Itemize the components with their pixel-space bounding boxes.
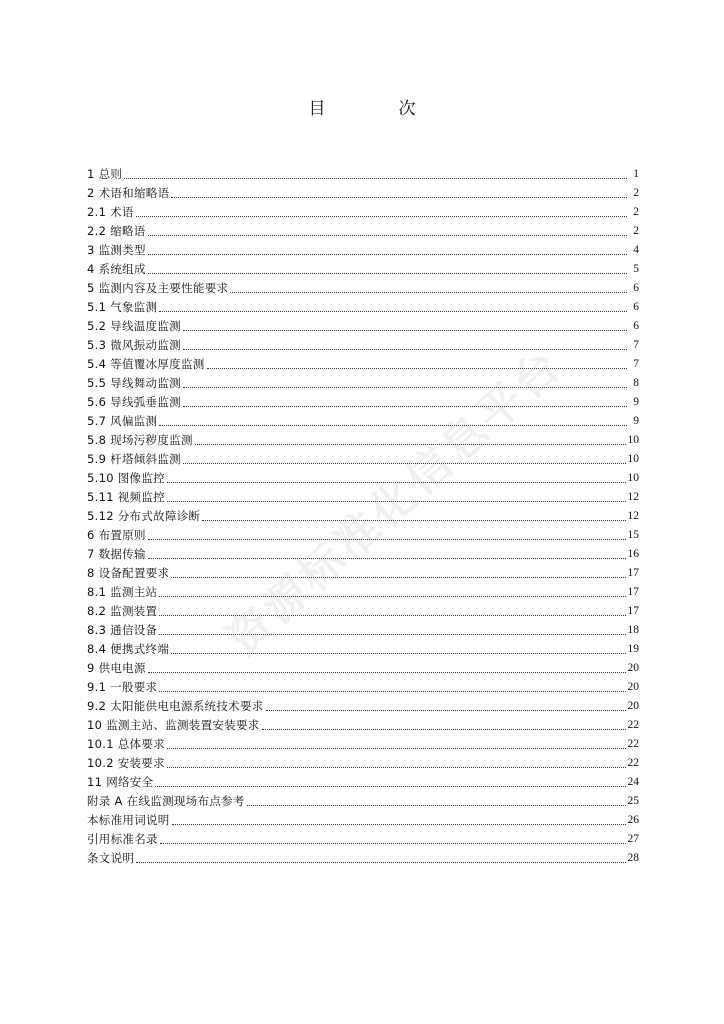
toc-entry[interactable] <box>87 735 639 754</box>
toc-entry-label: 3 监测类型 <box>87 243 146 257</box>
toc-entry[interactable] <box>87 697 639 716</box>
toc-entry-page-number: 17 <box>627 567 639 579</box>
toc-dot-leader <box>262 728 626 730</box>
toc-entry-page-number: 22 <box>627 738 639 750</box>
toc-entry-label: 5.6 导线弧垂监测 <box>87 395 181 409</box>
toc-dot-leader <box>148 671 626 673</box>
toc-entry-page-number: 10 <box>627 453 639 465</box>
toc-entry-page-number: 18 <box>627 624 639 636</box>
toc-entry[interactable] <box>87 260 639 279</box>
toc-entry-page-number: 20 <box>627 681 639 693</box>
toc-entry-page-number: 7 <box>633 339 639 351</box>
toc-entry-page-number: 26 <box>627 814 639 826</box>
toc-dot-leader <box>195 443 626 445</box>
toc-entry[interactable] <box>87 849 639 868</box>
toc-dot-leader <box>167 481 626 483</box>
toc-entry-page-number: 27 <box>627 833 639 845</box>
toc-entry[interactable] <box>87 564 639 583</box>
toc-entry-page-number: 6 <box>633 301 639 313</box>
toc-entry[interactable] <box>87 355 639 374</box>
toc-entry-page-number: 20 <box>627 662 639 674</box>
toc-entry[interactable] <box>87 545 639 564</box>
toc-dot-leader <box>159 310 627 312</box>
toc-entry[interactable] <box>87 184 639 203</box>
toc-entry[interactable] <box>87 317 639 336</box>
toc-entry[interactable] <box>87 241 639 260</box>
toc-entry-label: 5.2 导线温度监测 <box>87 319 181 333</box>
toc-entry[interactable] <box>87 222 639 241</box>
toc-entry-label: 9.1 一般要求 <box>87 680 158 694</box>
toc-dot-leader <box>247 804 626 806</box>
toc-entry[interactable] <box>87 773 639 792</box>
toc-entry-label: 8.3 通信设备 <box>87 623 158 637</box>
toc-dot-leader <box>167 747 626 749</box>
toc-dot-leader <box>160 842 626 844</box>
toc-dot-leader <box>183 462 626 464</box>
toc-entry[interactable] <box>87 374 639 393</box>
toc-entry[interactable] <box>87 165 639 184</box>
toc-entry-page-number: 25 <box>627 795 639 807</box>
toc-dot-leader <box>183 405 627 407</box>
toc-entry-label: 条文说明 <box>87 851 135 865</box>
toc-entry[interactable] <box>87 811 639 830</box>
watermark-text: 资源标准化信息平台 <box>217 339 573 667</box>
toc-entry-label: 5.11 视频监控 <box>87 490 165 504</box>
toc-entry-page-number: 8 <box>633 377 639 389</box>
toc-entry[interactable] <box>87 716 639 735</box>
toc-dot-leader <box>183 386 627 388</box>
toc-entry[interactable] <box>87 393 639 412</box>
toc-entry-label: 5 监测内容及主要性能要求 <box>87 281 229 295</box>
toc-entry-page-number: 10 <box>627 472 639 484</box>
toc-entry-page-number: 20 <box>627 700 639 712</box>
toc-entry-label: 9.2 太阳能供电电源系统技术要求 <box>87 699 264 713</box>
toc-entry[interactable] <box>87 640 639 659</box>
toc-entry-page-number: 12 <box>627 491 639 503</box>
toc-entry-page-number: 6 <box>633 282 639 294</box>
toc-entry-label: 4 系统组成 <box>87 262 146 276</box>
toc-dot-leader <box>159 690 625 692</box>
toc-dot-leader <box>159 595 625 597</box>
toc-entry[interactable] <box>87 602 639 621</box>
toc-entry-label: 6 布置原则 <box>87 528 146 542</box>
toc-dot-leader <box>148 272 627 274</box>
toc-entry[interactable] <box>87 507 639 526</box>
toc-entry-label: 11 网络安全 <box>87 775 154 789</box>
toc-entry-page-number: 17 <box>627 586 639 598</box>
toc-entry[interactable] <box>87 678 639 697</box>
toc-entry-label: 2.2 缩略语 <box>87 224 146 238</box>
toc-entry-page-number: 4 <box>633 244 639 256</box>
toc-dot-leader <box>230 291 627 293</box>
toc-entry-label: 5.4 等值覆冰厚度监测 <box>87 357 205 371</box>
toc-entry-page-number: 2 <box>633 187 639 199</box>
toc-dot-leader <box>183 348 627 350</box>
table-of-contents <box>87 165 639 868</box>
toc-entry-page-number: 22 <box>627 719 639 731</box>
toc-entry-page-number: 9 <box>633 396 639 408</box>
toc-dot-leader <box>266 709 626 711</box>
toc-entry[interactable] <box>87 621 639 640</box>
toc-dot-leader <box>171 576 625 578</box>
toc-entry[interactable] <box>87 450 639 469</box>
toc-entry-label: 5.5 导线舞动监测 <box>87 376 181 390</box>
toc-dot-leader <box>159 424 627 426</box>
toc-entry-page-number: 1 <box>633 168 639 180</box>
toc-entry-label: 7 数据传输 <box>87 547 146 561</box>
toc-entry[interactable] <box>87 792 639 811</box>
toc-entry-label: 5.8 现场污秽度监测 <box>87 433 193 447</box>
toc-dot-leader <box>172 823 626 825</box>
toc-entry-label: 8.2 监测装置 <box>87 604 158 618</box>
toc-entry[interactable] <box>87 830 639 849</box>
toc-entry[interactable] <box>87 412 639 431</box>
toc-entry-label: 1 总则 <box>87 167 123 181</box>
toc-entry-label: 8 设备配置要求 <box>87 566 170 580</box>
toc-dot-leader <box>159 614 625 616</box>
toc-entry-label: 2 术语和缩略语 <box>87 186 170 200</box>
toc-entry[interactable] <box>87 203 639 222</box>
toc-entry-page-number: 10 <box>627 434 639 446</box>
toc-dot-leader <box>207 367 627 369</box>
toc-entry[interactable] <box>87 431 639 450</box>
toc-entry-label: 5.12 分布式故障诊断 <box>87 509 201 523</box>
toc-entry-label: 附录 A 在线监测现场布点参考 <box>87 794 245 808</box>
toc-entry-page-number: 6 <box>633 320 639 332</box>
toc-dot-leader <box>136 861 625 863</box>
toc-entry[interactable] <box>87 279 639 298</box>
toc-entry[interactable] <box>87 659 639 678</box>
toc-dot-leader <box>202 519 625 521</box>
toc-entry-page-number: 5 <box>633 263 639 275</box>
toc-dot-leader <box>171 196 627 198</box>
toc-entry[interactable] <box>87 526 639 545</box>
toc-entry-label: 5.7 风偏监测 <box>87 414 158 428</box>
toc-dot-leader <box>148 538 626 540</box>
toc-entry-label: 10 监测主站、监测装置安装要求 <box>87 718 260 732</box>
toc-entry-label: 8.4 便携式终端 <box>87 642 170 656</box>
toc-entry-page-number: 7 <box>633 358 639 370</box>
toc-entry-page-number: 19 <box>627 643 639 655</box>
toc-entry-label: 9 供电电源 <box>87 661 146 675</box>
toc-dot-leader <box>171 652 625 654</box>
toc-entry-label: 5.9 杆塔倾斜监测 <box>87 452 181 466</box>
toc-entry-label: 8.1 监测主站 <box>87 585 158 599</box>
toc-entry-label: 2.1 术语 <box>87 205 134 219</box>
toc-dot-leader <box>148 234 627 236</box>
toc-entry-page-number: 9 <box>633 415 639 427</box>
toc-dot-leader <box>148 557 626 559</box>
toc-dot-leader <box>155 785 625 787</box>
toc-dot-leader <box>124 177 627 179</box>
toc-entry-label: 10.2 安装要求 <box>87 756 165 770</box>
toc-entry-label: 10.1 总体要求 <box>87 737 165 751</box>
toc-entry[interactable] <box>87 488 639 507</box>
toc-dot-leader <box>183 329 627 331</box>
toc-entry-page-number: 16 <box>627 548 639 560</box>
toc-entry[interactable] <box>87 469 639 488</box>
toc-entry[interactable] <box>87 336 639 355</box>
toc-entry[interactable] <box>87 754 639 773</box>
toc-entry[interactable] <box>87 298 639 317</box>
toc-entry-page-number: 22 <box>627 757 639 769</box>
toc-entry-page-number: 17 <box>627 605 639 617</box>
toc-entry-page-number: 2 <box>633 206 639 218</box>
toc-entry-label: 5.3 微风振动监测 <box>87 338 181 352</box>
toc-entry-page-number: 28 <box>627 852 639 864</box>
toc-dot-leader <box>136 215 627 217</box>
toc-dot-leader <box>159 633 625 635</box>
toc-entry-label: 5.1 气象监测 <box>87 300 158 314</box>
toc-entry-page-number: 12 <box>627 510 639 522</box>
page-title: 目 次 <box>308 99 444 119</box>
toc-entry-label: 5.10 图像监控 <box>87 471 165 485</box>
toc-entry-page-number: 2 <box>633 225 639 237</box>
toc-dot-leader <box>167 766 626 768</box>
toc-entry-label: 本标准用词说明 <box>87 813 170 827</box>
toc-entry-page-number: 15 <box>627 529 639 541</box>
toc-dot-leader <box>167 500 626 502</box>
toc-entry-label: 引用标准名录 <box>87 832 158 846</box>
toc-dot-leader <box>148 253 627 255</box>
toc-entry[interactable] <box>87 583 639 602</box>
toc-entry-page-number: 24 <box>627 776 639 788</box>
